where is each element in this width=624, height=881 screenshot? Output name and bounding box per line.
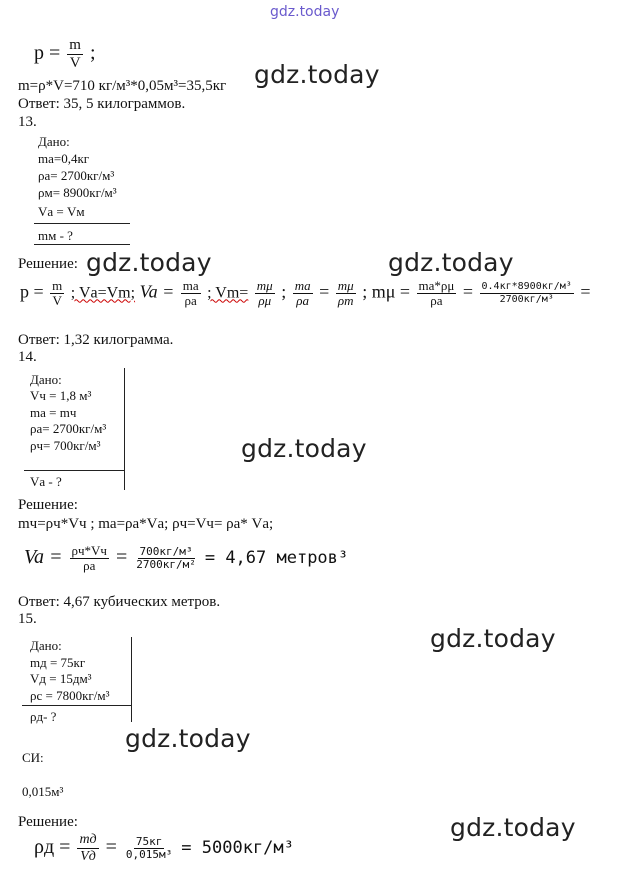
p14-given-divider (24, 470, 125, 471)
p14-given-vertical (124, 368, 125, 490)
p14-given-item: mа = mч (30, 405, 77, 420)
watermark-top: gdz.today (270, 4, 340, 20)
p14-given-title: Дано: (30, 372, 62, 387)
p15-solution-formula: ρд = $\frac{mд}{Vд}$ = $\frac{75кг}{\text{0,015м³}}$ = 5000кг/м³ (34, 832, 294, 864)
p12-calculation: m=ρ*V=710 кг/м³*0,05м³=35,5кг (18, 78, 227, 94)
p13-given-item: Vа = Vм (38, 204, 85, 219)
p14-given-item: ρа= 2700кг/м³ (30, 421, 107, 436)
p13-given-item: ρа= 2700кг/м³ (38, 168, 115, 183)
p13-solution-formula: p = $\frac{m}{V}$ ; Vа=Vm; Va = $\frac{mа}{\rho а}$ ; Vm= $\frac{m\mu}{\rho\mu}$ ; $\frac{ma}{\rho a}$ = $\frac{m\mu}{\rho m}$ ; mμ = $\frac{mа*\rho\mu}{\rho а}$ = $\frac{\text{0.4кг*8900кг/м³}}{\text{2700кг/м³}}$ = (20, 278, 591, 308)
watermark: gdz.today (86, 248, 212, 277)
p15-given-item: Vд = 15дм³ (30, 671, 92, 686)
p13-given-title: Дано: (38, 134, 70, 149)
watermark: gdz.today (388, 248, 514, 277)
p14-given-item: ρч= 700кг/м³ (30, 438, 101, 453)
p12-answer: Ответ: 35, 5 килограммов. (18, 96, 186, 112)
p14-solution-line: mч=ρч*Vч ; mа=ρа*Vа; ρч=Vч= ρа* Vа; (18, 516, 274, 532)
p15-given-item: ρс = 7800кг/м³ (30, 688, 110, 703)
p13-given-item: mа=0,4кг (38, 151, 90, 166)
watermark: gdz.today (430, 624, 556, 653)
p14-number: 14. (18, 349, 37, 365)
p15-si-label: СИ: (22, 750, 44, 765)
p13-given-item: ρм= 8900кг/м³ (38, 185, 117, 200)
p13-find: mм - ? (38, 228, 73, 243)
p15-solution-label: Решение: (18, 814, 78, 830)
p15-number: 15. (18, 611, 37, 627)
p13-given-bottom (34, 244, 130, 245)
p13-given-divider (34, 223, 130, 224)
p14-solution-label: Решение: (18, 497, 78, 513)
watermark: gdz.today (254, 60, 380, 89)
p15-given-item: mд = 75кг (30, 655, 86, 670)
p12-density-formula: p = $\frac{m}{V}$ ; (34, 37, 96, 71)
p15-given-divider (22, 705, 132, 706)
p14-given-item: Vч = 1,8 м³ (30, 388, 92, 403)
p14-solution-formula: Va = $\frac{\rho ч*Vч}{\rho а}$ = $\frac{\text{700кг/м³}}{\text{2700кг/м²}}$ = 4,67 метров³ (24, 543, 349, 573)
p15-si-value: 0,015м³ (22, 784, 64, 799)
watermark: gdz.today (241, 434, 367, 463)
p15-find: ρд- ? (30, 709, 57, 724)
p14-answer: Ответ: 4,67 кубических метров. (18, 594, 221, 610)
watermark: gdz.today (450, 813, 576, 842)
watermark: gdz.today (125, 724, 251, 753)
p15-given-title: Дано: (30, 638, 62, 653)
p13-number: 13. (18, 114, 37, 130)
p14-find: Vа - ? (30, 474, 62, 489)
p15-given-vertical (131, 637, 132, 722)
p13-solution-label: Решение: (18, 256, 78, 272)
p13-answer: Ответ: 1,32 килограмма. (18, 332, 174, 348)
